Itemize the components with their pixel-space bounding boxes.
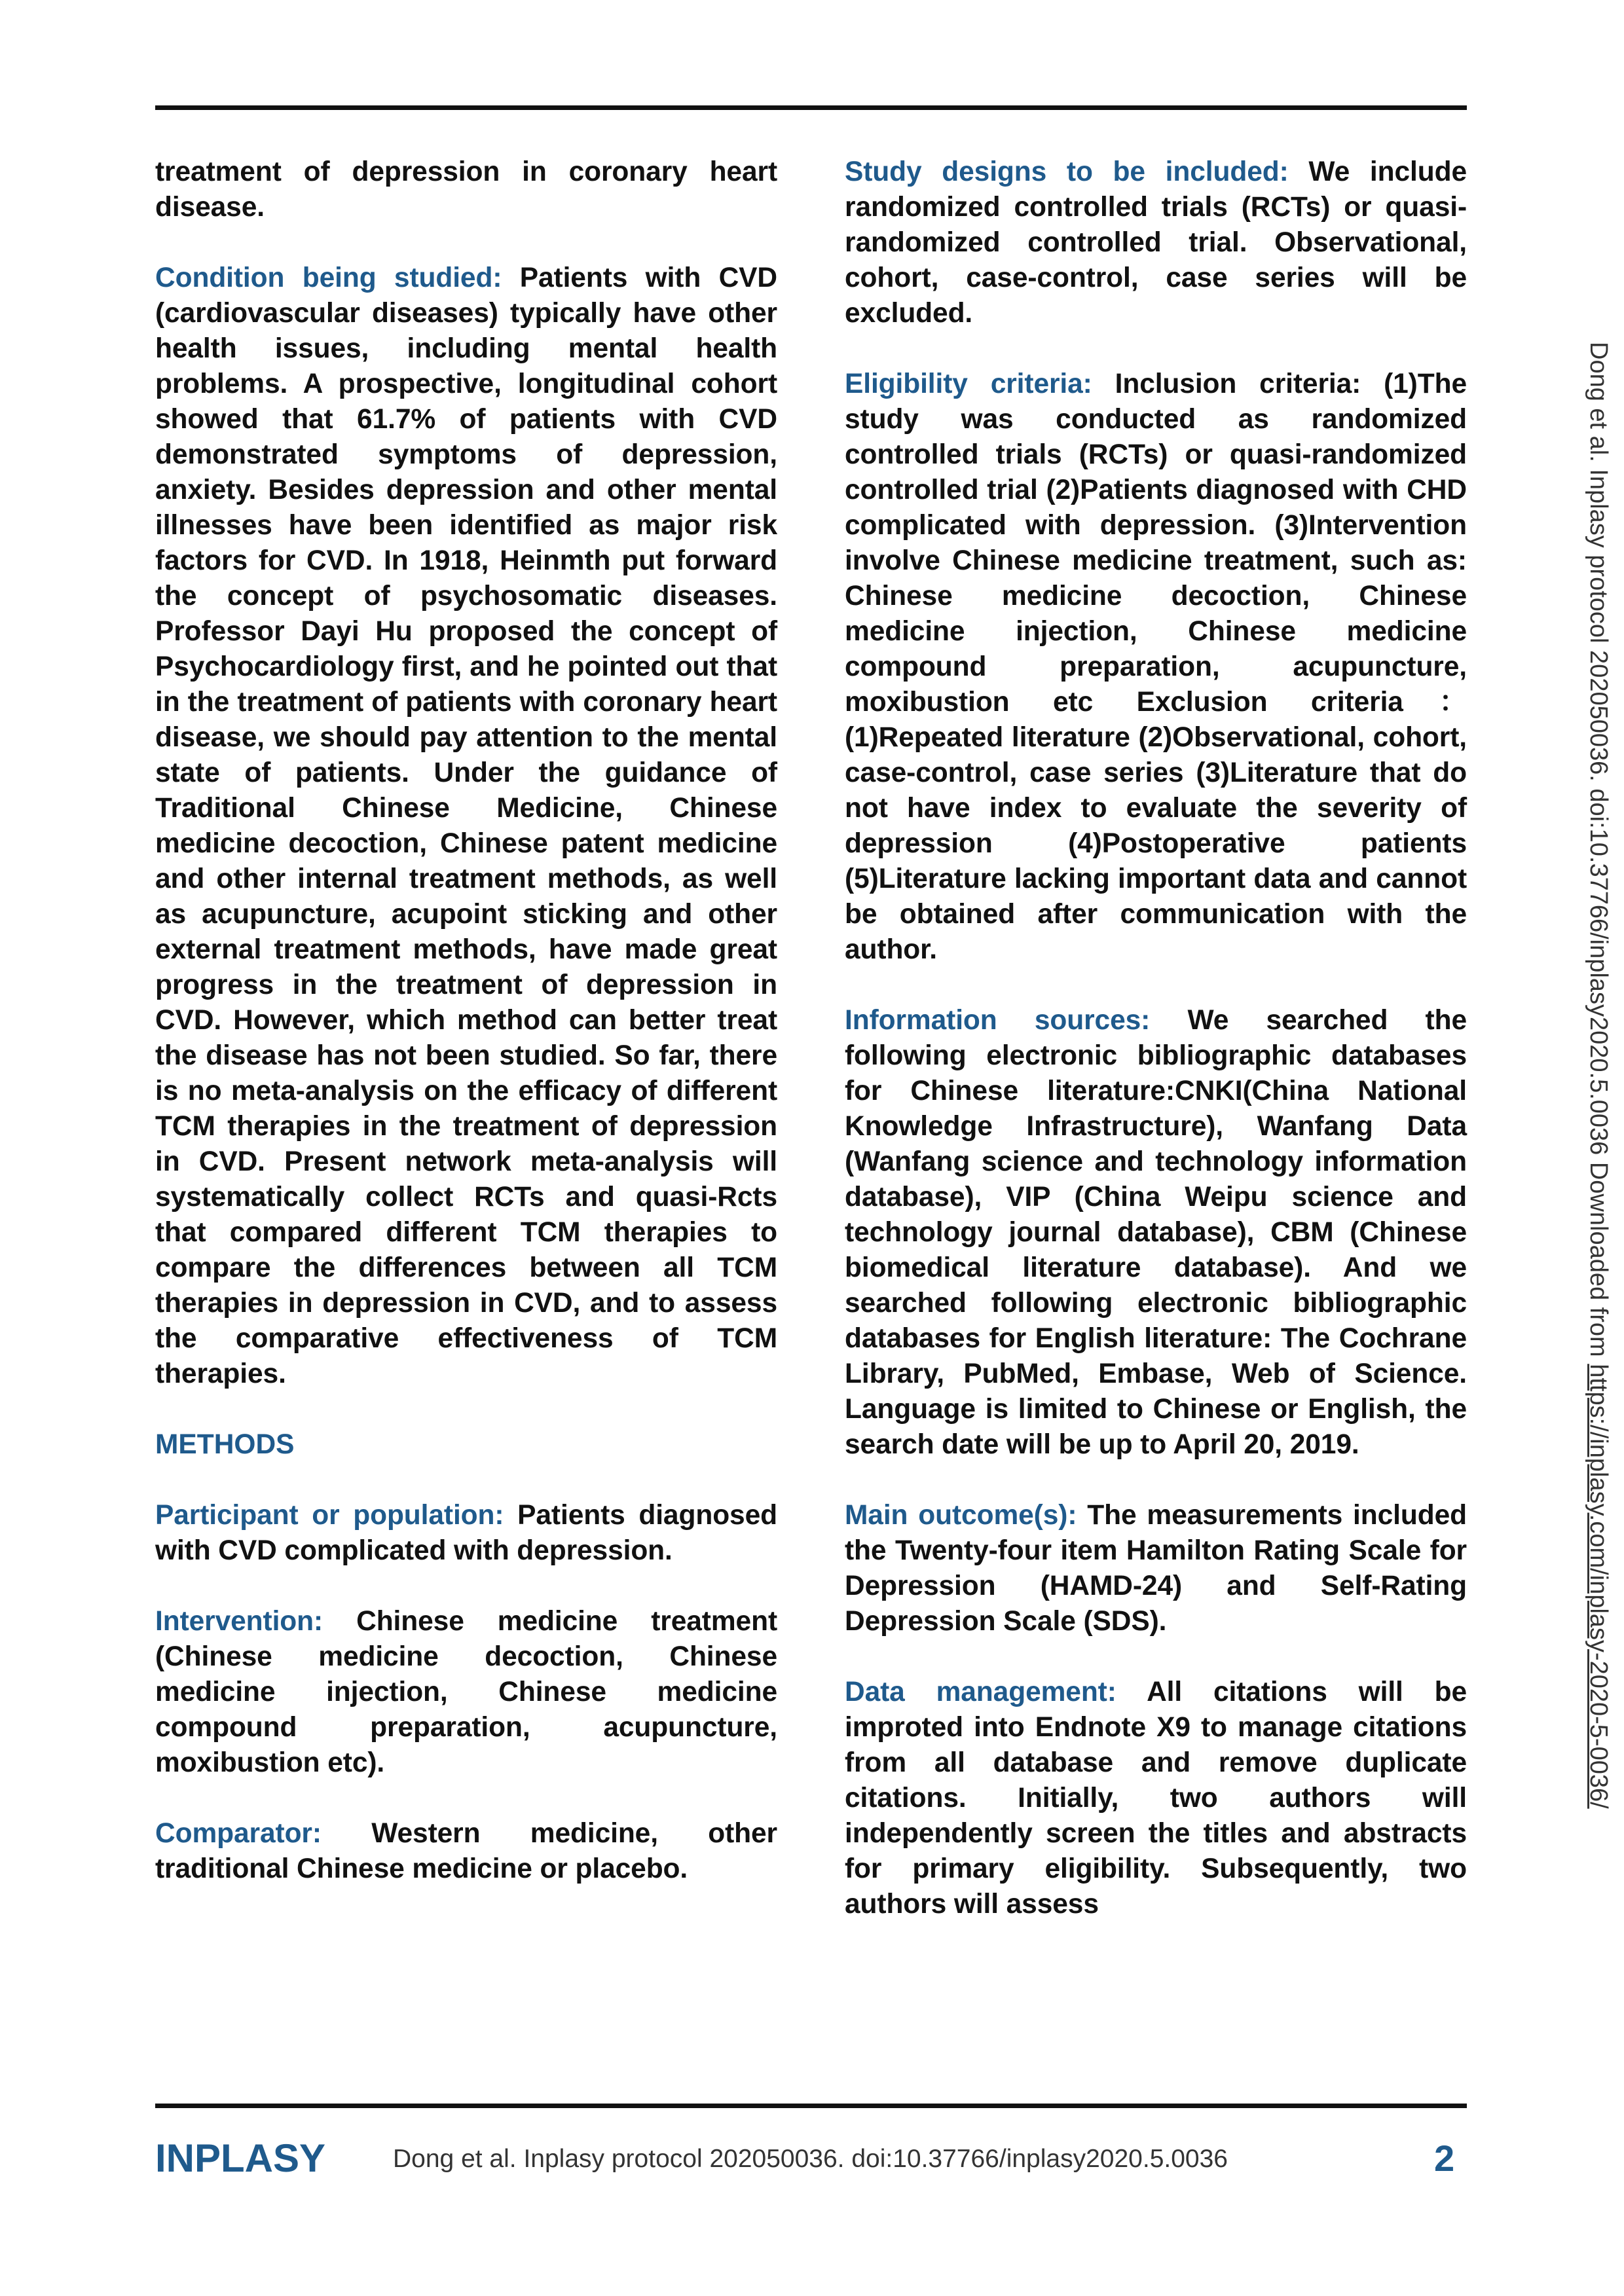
main-outcome-label: Main outcome(s): [845, 1500, 1077, 1531]
participant-section [155, 1498, 777, 1569]
data-management-section [845, 1675, 1467, 1922]
download-sidebar [1584, 342, 1613, 1809]
study-designs-section [845, 155, 1467, 331]
main-outcome-section [845, 1498, 1467, 1639]
participant-text: Patients diagnosed with CVD complicated with depression. [155, 1500, 777, 1566]
right-column [845, 155, 1467, 1958]
comparator-label: Comparator: [155, 1818, 322, 1849]
intervention-label: Intervention: [155, 1606, 323, 1637]
intervention-text: Chinese medicine treatment (Chinese medicine decoction, Chinese medicine injection, Chinese medicine compound preparation, acupuncture, moxibustion etc). [155, 1606, 777, 1778]
journal-logo: INPLASY [155, 2136, 326, 2180]
top-rule [155, 105, 1467, 110]
study-designs-text: We include randomized controlled trials (RCTs) or quasi-randomized controlled trial. Observational, cohort, case-control, case series will be excluded. [845, 156, 1467, 329]
left-column [155, 155, 777, 1922]
eligibility-text: Inclusion criteria: (1)The study was conducted as randomized controlled trials (RCTs) or quasi-randomized controlled trial (2)Patients diagnosed with CHD complicated with depression. (3)Intervention involve Chinese medicine treatment, such as: Chinese medicine decoction, Chinese medicine injection, Chinese medicine compound preparation, acupuncture, moxibustion etc Exclusion criteria： (1)Repeated literature (2)Observational, cohort, case-control, case series (3)Literature that do not have index to evaluate the severity of depression (4)Postoperative patients (5)Literature lacking important data and cannot be obtained after communication with the author. [845, 369, 1467, 965]
comparator-section [155, 1816, 777, 1887]
eligibility-section [845, 367, 1467, 968]
main-outcome-text: The measurements included the Twenty-four item Hamilton Rating Scale for Depression (HAMD-24) and Self-Rating Depression Scale (SDS). [845, 1500, 1467, 1637]
bottom-rule [155, 2104, 1467, 2108]
participant-label: Participant or population: [155, 1500, 504, 1531]
data-management-text: All citations will be improted into Endnote X9 to manage citations from all database and remove duplicate citations. Initially, two authors will independently screen the titles and abstracts for primary eligibility. Subsequently, two authors will assess [845, 1677, 1467, 1920]
information-sources-text: We searched the following electronic bibliographic databases for Chinese literature:CNKI(China National Knowledge Infrastructure), Wanfang Data (Wanfang science and technology information database), VIP (China Weipu science and technology journal database), CBM (Chinese biomedical literature database). And we searched following electronic bibliographic databases for English literature: The Cochrane Library, PubMed, Embase, Web of Science. Language is limited to Chinese or English, the search date will be up to April 20, 2019. [845, 1005, 1467, 1460]
page-number: 2 [1434, 2138, 1455, 2179]
data-management-label: Data management: [845, 1677, 1116, 1707]
information-sources-label: Information sources: [845, 1005, 1151, 1036]
information-sources-section [845, 1003, 1467, 1463]
footer-citation: Dong et al. Inplasy protocol 202050036. doi:10.37766/inplasy2020.5.0036 [393, 2145, 1228, 2173]
comparator-text: Western medicine, other traditional Chinese medicine or placebo. [155, 1818, 777, 1884]
condition-section [155, 261, 777, 1392]
methods-heading: METHODS [155, 1429, 295, 1460]
continuation-paragraph [155, 155, 777, 225]
condition-label: Condition being studied: [155, 263, 502, 293]
eligibility-label: Eligibility criteria: [845, 369, 1092, 399]
study-designs-label: Study designs to be included: [845, 156, 1289, 187]
intervention-section [155, 1604, 777, 1781]
sidebar-link[interactable]: https://inplasy.com/inplasy-2020-5-0036/ [1585, 1364, 1612, 1809]
sidebar-citation: Dong et al. Inplasy protocol 202050036. doi:10.37766/inplasy2020.5.0036 Downloaded from [1585, 342, 1612, 1364]
continuation-text: treatment of depression in coronary heart disease. [155, 156, 777, 223]
condition-text: Patients with CVD (cardiovascular diseases) typically have other health issues, including mental health problems. A prospective, longitudinal cohort showed that 61.7% of patients with CVD demonstrated symptoms of depression, anxiety. Besides depression and other mental illnesses have been identified as major risk factors for CVD. In 1918, Heinmth put forward the concept of psychosomatic diseases. Professor Dayi Hu proposed the concept of Psychocardiology first, and he pointed out that in the treatment of patients with coronary heart disease, we should pay attention to the mental state of patients. Under the guidance of Traditional Chinese Medicine, Chinese medicine decoction, Chinese patent medicine and other internal treatment methods, as well as acupuncture, acupoint sticking and other external treatment methods, have made great progress in the treatment of depression in CVD. However, which method can better treat the disease has not been studied. So far, there is no meta-analysis on the efficacy of different TCM therapies in the treatment of depression in CVD. Present network meta-analysis will systematically collect RCTs and quasi-Rcts that compared different TCM therapies to compare the differences between all TCM therapies in depression in CVD, and to assess the comparative effectiveness of TCM therapies. [155, 263, 778, 1389]
